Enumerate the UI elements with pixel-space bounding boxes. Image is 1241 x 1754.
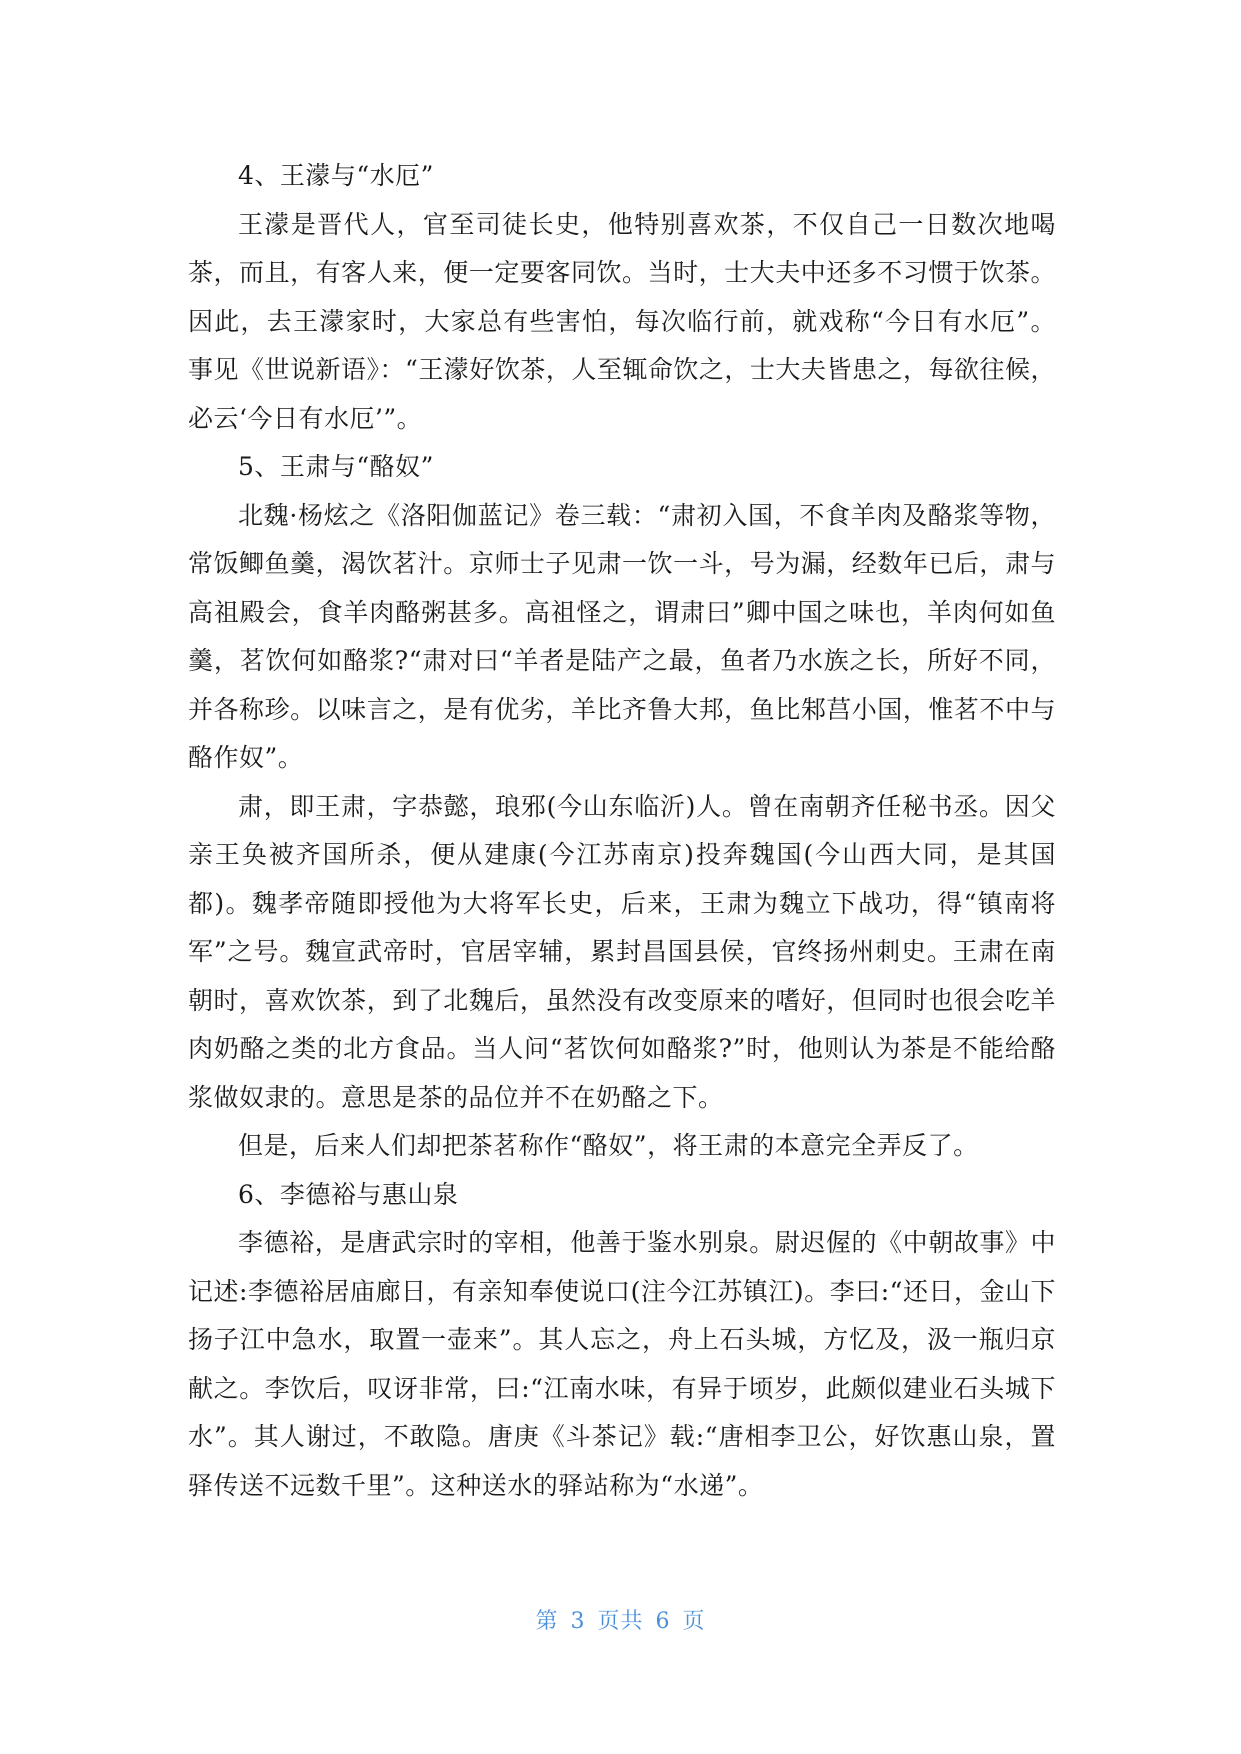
section-heading-4: 4、王濛与“水厄”	[238, 161, 434, 190]
paragraph-lideyu: 李德裕，是唐武宗时的宰相，他善于鉴水别泉。尉迟偓的《中朝故事》中记述:李德裕居庙廊日，有亲知奉使说口(注今江苏镇江)。李曰:“还日，金山下扬子江中急水，取置一壶来”。其人忘之，舟上石头城，方忆及，汲一瓶归京献之。李饮后，叹讶非常，曰:“江南水味，有异于顷岁，此颇似建业石头城下水”。其人谢过，不敢隐。唐庚《斗茶记》载:“唐相李卫公，好饮惠山泉，置驿传送不远数千里”。这种送水的驿站称为“水递”。	[188, 1228, 1056, 1500]
page-number-footer	[0, 1604, 1241, 1635]
document-body	[188, 152, 1056, 1510]
section-heading-6: 6、李德裕与惠山泉	[238, 1179, 459, 1209]
section-heading-5: 5、王肃与“酪奴”	[238, 452, 434, 481]
paragraph-wangmeng: 王濛是晋代人，官至司徒长史，他特别喜欢茶，不仅自己一日数次地喝茶，而且，有客人来，便一定要客同饮。当时，士大夫中还多不习惯于饮茶。因此，去王濛家时，大家总有些害怕，每次临行前，就戏称“今日有水厄”。事见《世说新语》：“王濛好饮茶，人至辄命饮之，士大夫皆患之，每欲往候，必云‘今日有水厄’”。	[188, 209, 1056, 433]
total-page-count: 6	[655, 1609, 671, 1634]
paragraph-luoyang-quote: 北魏·杨炫之《洛阳伽蓝记》卷三载：“肃初入国，不食羊肉及酪浆等物，常饭鲫鱼羹，渴饮茗汁。京师士子见肃一饮一斗，号为漏，经数年已后，肃与高祖殿会，食羊肉酪粥甚多。高祖怪之，谓肃曰”卿中国之味也，羊肉何如鱼羹，茗饮何如酪浆?“肃对曰“羊者是陆产之最，鱼者乃水族之长，所好不同，并各称珍。以味言之，是有优劣，羊比齐鲁大邦，鱼比邾莒小国，惟茗不中与酪作奴”。	[188, 500, 1056, 772]
page-middle: 页共	[597, 1609, 644, 1634]
paragraph-laonu: 但是，后来人们却把茶茗称作“酪奴”，将王肃的本意完全弄反了。	[238, 1131, 979, 1160]
page-prefix: 第	[535, 1609, 559, 1634]
current-page-number: 3	[570, 1609, 586, 1634]
paragraph-wangsu-bio: 肃，即王肃，字恭懿，琅邪(今山东临沂)人。曾在南朝齐任秘书丞。因父亲王奂被齐国所杀，便从建康(今江苏南京)投奔魏国(今山西大同，是其国都)。魏孝帝随即授他为大将军长史，后来，王肃为魏立下战功，得“镇南将军”之号。魏宣武帝时，官居宰辅，累封昌国县侯，官终扬州刺史。王肃在南朝时，喜欢饮茶，到了北魏后，虽然没有改变原来的嗜好，但同时也很会吃羊肉奶酪之类的北方食品。当人问“茗饮何如酪浆?”时，他则认为茶是不能给酪浆做奴隶的。意思是茶的品位并不在奶酪之下。	[188, 791, 1056, 1112]
page-suffix: 页	[682, 1609, 706, 1634]
